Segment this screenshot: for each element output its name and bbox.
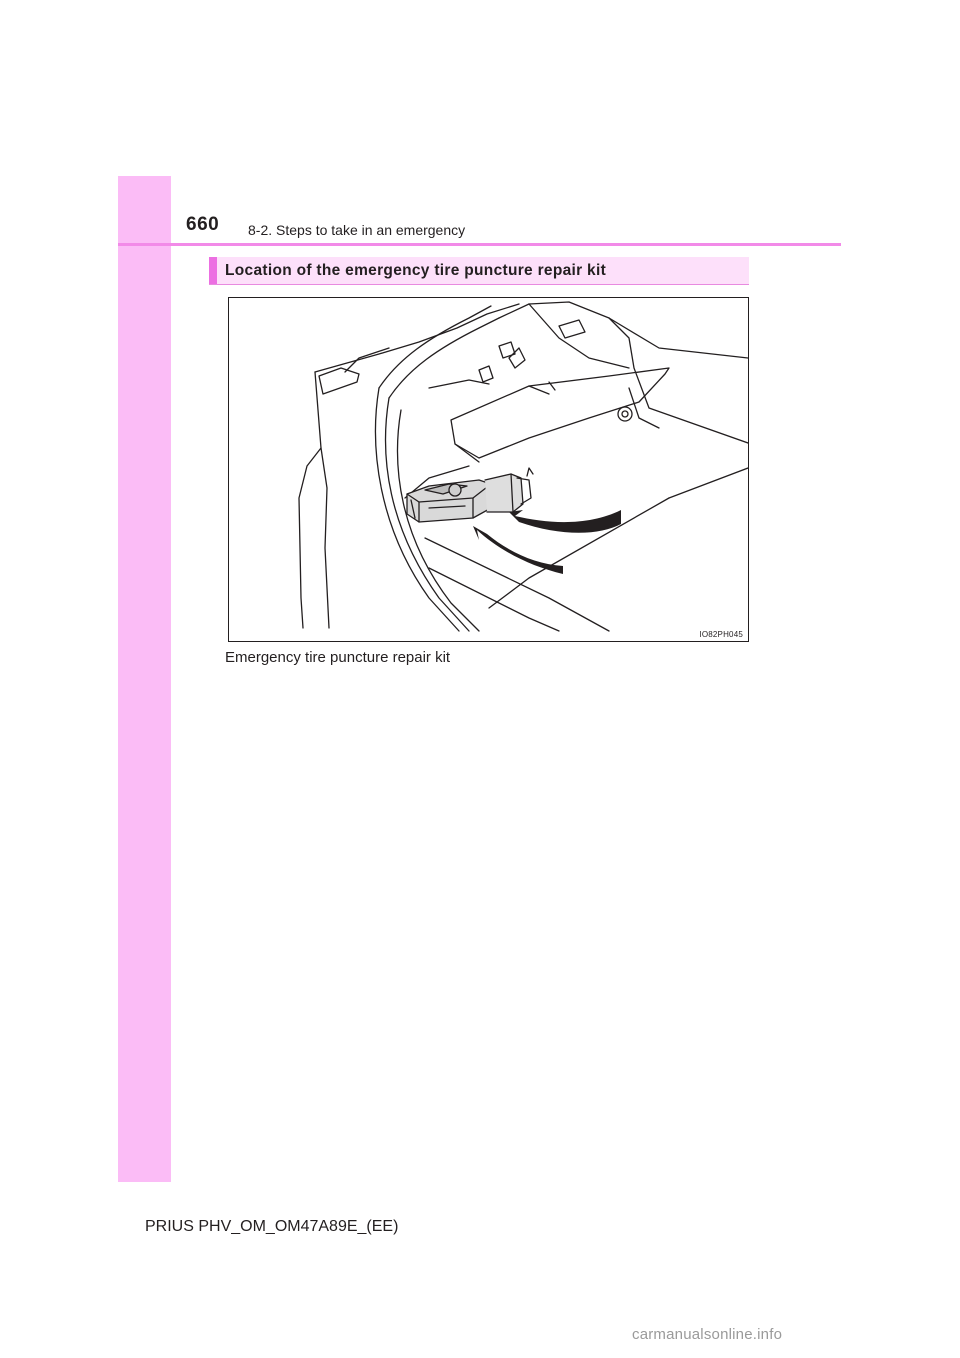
figure-code: IO82PH045	[699, 630, 743, 639]
section-heading	[209, 257, 749, 285]
footer-model-code: PRIUS PHV_OM_OM47A89E_(EE)	[145, 1218, 399, 1235]
section-heading-bar	[209, 257, 217, 284]
watermark: carmanualsonline.info	[632, 1326, 783, 1343]
header-rule	[118, 243, 841, 246]
running-header: 8-2. Steps to take in an emergency	[248, 222, 466, 238]
repair-kit-illustration	[228, 297, 749, 642]
section-heading-text: Location of the emergency tire puncture repair kit	[225, 262, 607, 279]
figure-caption: Emergency tire puncture repair kit	[225, 649, 451, 666]
sidebar-tab	[118, 176, 171, 1182]
page-number: 660	[186, 214, 220, 235]
luggage-compartment-drawing	[229, 298, 748, 641]
